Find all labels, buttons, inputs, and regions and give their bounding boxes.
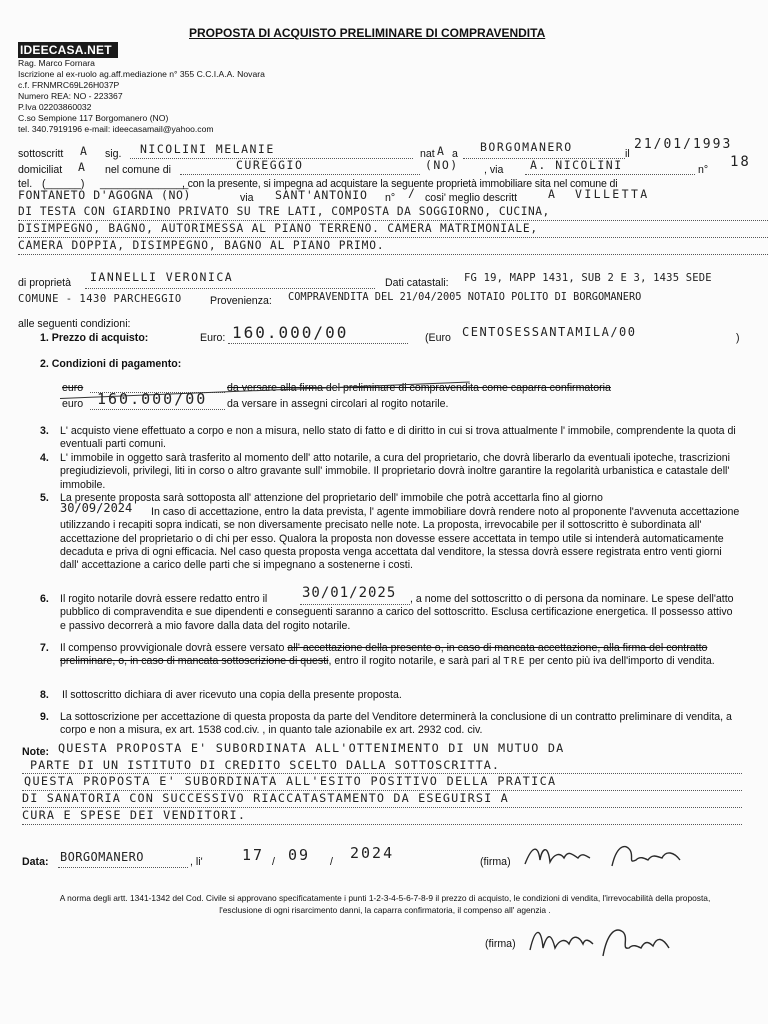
dotted-line bbox=[58, 867, 188, 868]
property-description-line: DISIMPEGNO, BAGNO, AUTORIMESSA AL PIANO TERRENO. CAMERA MATRIMONIALE, bbox=[18, 222, 538, 235]
label-via: via bbox=[240, 192, 254, 204]
hw-gender: A bbox=[437, 144, 446, 158]
label-domiciliato: domiciliat bbox=[18, 164, 63, 176]
note-line: PARTE DI UN ISTITUTO DI CREDITO SCELTO DALLA SOTTOSCRITTA. bbox=[30, 758, 500, 772]
dotted-line bbox=[90, 409, 225, 410]
birthplace: BORGOMANERO bbox=[480, 140, 573, 154]
condition-7 bbox=[60, 642, 750, 669]
signature-label: (firma) bbox=[480, 856, 511, 868]
price-words: CENTOSESSANTAMILA/00 bbox=[462, 325, 637, 339]
buyer-name: NICOLINI MELANIE bbox=[140, 142, 275, 156]
label-comune: nel comune di bbox=[105, 164, 171, 176]
dotted-line bbox=[228, 343, 408, 344]
dotted-line bbox=[525, 174, 695, 175]
condition-number: 6. bbox=[40, 593, 49, 605]
agency-line: C.so Sempione 117 Borgomanero (NO) bbox=[18, 113, 169, 123]
signing-year: 2024 bbox=[350, 844, 395, 862]
agency-line: Numero REA: NO - 223367 bbox=[18, 91, 123, 101]
cadastral-data-2: COMUNE - 1430 PARCHEGGIO bbox=[18, 293, 182, 305]
property-type: VILLETTA bbox=[575, 187, 650, 201]
condition-3: L' acquisto viene effettuato a corpo e non a misura, nello stato di fatto e di diritto in cui si trova attualmente l' immobile, comprendente la quota di eventuali parti comuni. bbox=[60, 425, 736, 451]
property-description-line: DI TESTA CON GIARDINO PRIVATO SU TRE LATI, COMPOSTA DA SOGGIORNO, CUCINA, bbox=[18, 205, 550, 218]
dotted-line bbox=[18, 254, 768, 255]
label-cadastral: Dati catastali: bbox=[385, 277, 449, 289]
condition-8: Il sottoscritto dichiara di aver ricevuto una copia della presente proposta. bbox=[62, 689, 402, 701]
legal-clause: A norma degli artt. 1341-1342 del Cod. Civile si approvano specificatamente i punti 1-2-3-4-5-6-7-8-9 il prezzo di acquisto, le condizioni di vendita, l'irrevocabilità della proposta, l'esclusione di ogni risarcimento danni, la caparra confirmatoria, il compenso all' agenzia . bbox=[59, 893, 711, 915]
condition-number: 9. bbox=[40, 711, 49, 723]
dotted-line bbox=[180, 174, 420, 175]
agency-line: P.Iva 02203860032 bbox=[18, 102, 92, 112]
hw-gender: A bbox=[78, 160, 87, 174]
condition-7-intro: Il compenso provvigionale dovrà essere versato bbox=[60, 642, 285, 654]
condition-number: 7. bbox=[40, 642, 49, 654]
agency-logo: IDEECASA.NET bbox=[18, 42, 118, 58]
condition-1-label: 1. Prezzo di acquisto: bbox=[40, 332, 149, 344]
label-n: n° bbox=[698, 164, 709, 176]
label-li: , li' bbox=[190, 856, 203, 868]
signing-month: 09 bbox=[288, 846, 311, 864]
document-title: PROPOSTA DI ACQUISTO PRELIMINARE DI COMPRAVENDITA bbox=[189, 26, 546, 40]
provenance: COMPRAVENDITA DEL 21/04/2005 NOTAIO POLITO DI BORGOMANERO bbox=[288, 291, 642, 303]
signing-day: 17 bbox=[242, 846, 265, 864]
birthdate: 21/01/1993 bbox=[634, 137, 733, 152]
condition-9: La sottoscrizione per accettazione di questa proposta da parte del Venditore determinerà la conclusione di un contratto preliminare di vendita, a corpo e non a misura, ex art. 1538 cod.civ. , in quanto tale azionabile ex art. 2932 cod. civ. bbox=[60, 711, 732, 737]
label-descritto: cosi' meglio descritt bbox=[425, 192, 518, 204]
commitment-text: , con la presente, si impegna ad acquistare la seguente proprietà immobiliare sita nel comune di bbox=[182, 178, 618, 190]
dotted-line bbox=[22, 824, 742, 825]
label-nato: nat bbox=[420, 148, 435, 160]
cadastral-data: FG 19, MAPP 1431, SUB 2 E 3, 1435 SEDE bbox=[464, 272, 712, 284]
condition-number: 3. bbox=[40, 425, 49, 437]
notes-label: Note: bbox=[22, 746, 50, 758]
label-sig: sig. bbox=[105, 148, 122, 160]
date-label: Data: bbox=[22, 856, 49, 868]
payment-1-euro: euro bbox=[62, 382, 84, 394]
price-value: 160.000/00 bbox=[232, 323, 349, 342]
tel-number: _______________ bbox=[100, 178, 189, 190]
signing-place: BORGOMANERO bbox=[60, 850, 144, 864]
label-owner: di proprietà bbox=[18, 277, 71, 289]
dotted-line bbox=[85, 288, 375, 289]
condition-4: L' immobile in oggetto sarà trasferito al momento dell' atto notarile, a cura del proprietario, che dovrà liberarlo da eventuali ipoteche, trascrizioni pregiudizievoli, privilegi, liti in corso o altro gravante sull' immobile. Il proprietario dovrà inoltre garantire la regolarità urbanistica e catastale dell' immobile. bbox=[60, 452, 731, 491]
signature-image bbox=[520, 836, 710, 876]
label-a: a bbox=[452, 148, 458, 160]
agency-info bbox=[18, 58, 265, 135]
payment-2-text: da versare in assegni circolari al rogito notarile. bbox=[227, 398, 449, 410]
condition-number: 4. bbox=[40, 452, 49, 464]
property-town: FONTANETO D'AGOGNA (NO) bbox=[18, 188, 192, 202]
buyer-town: CUREGGIO bbox=[236, 158, 304, 172]
label-via: , via bbox=[484, 164, 504, 176]
dotted-line bbox=[18, 237, 768, 238]
note-line: DI SANATORIA CON SUCCESSIVO RIACCATASTAMENTO DA ESEGUIRSI A bbox=[22, 791, 509, 805]
note-line: QUESTA PROPOSTA E' SUBORDINATA ALL'OTTENIMENTO DI UN MUTUO DA bbox=[58, 741, 565, 755]
acceptance-deadline: 30/09/2024 bbox=[60, 501, 133, 515]
agency-line: Iscrizione al ex-ruolo ag.aff.mediazione n° 355 C.C.I.A.A. Novara bbox=[18, 69, 265, 79]
agency-line: Rag. Marco Fornara bbox=[18, 58, 95, 68]
label-euro: Euro: bbox=[200, 332, 226, 344]
condition-6-intro: Il rogito notarile dovrà essere redatto entro il bbox=[60, 593, 268, 605]
commission-percent: TRE bbox=[503, 656, 526, 668]
buyer-civic: 18 bbox=[730, 154, 751, 170]
condition-7-struck: all' accettazione della presente o, in caso di mancata accettazione, alla firma del contratto preliminare, o, in caso di mancata sottoscrizione di questi bbox=[60, 642, 708, 668]
buyer-prov: (NO) bbox=[425, 158, 459, 172]
condition-number: 5. bbox=[40, 492, 49, 504]
payment-1-text: da versare alla firma del preliminare di compravendita come caparra confirmatoria bbox=[227, 382, 611, 394]
label-il: il bbox=[625, 148, 630, 160]
signature-image bbox=[525, 920, 705, 968]
label-sottoscritto: sottoscritt bbox=[18, 148, 64, 160]
tel-prefix: (______) bbox=[42, 178, 85, 190]
label-provenance: Provenienza: bbox=[210, 295, 272, 307]
note-line: QUESTA PROPOSTA E' SUBORDINATA ALL'ESITO POSITIVO DELLA PRATICA bbox=[24, 774, 557, 788]
condition-2-label: 2. Condizioni di pagamento: bbox=[40, 358, 182, 370]
payment-2-euro: euro bbox=[62, 398, 84, 410]
buyer-street: A. NICOLINI bbox=[530, 158, 623, 172]
condition-7-middle: , entro il rogito notarile, e sarà pari al bbox=[328, 655, 501, 668]
owner-name: IANNELLI VERONICA bbox=[90, 270, 234, 284]
label-conditions: alle seguenti condizioni: bbox=[18, 318, 131, 330]
condition-6-body: , a nome del sottoscritto o di persona da nominare. Le spese dell'atto pubblico di compravendita e sue dipendenti e conseguenti saranno a carico del sottoscritto. Esclusa certificazione energetica. Il possesso attivo e passivo decorrerà a mio favore dalla data del rogito notarile. bbox=[60, 593, 734, 632]
condition-5-intro: La presente proposta sarà sottoposta all' attenzione del proprietario dell' immobile che potrà accettarla fino al giorno bbox=[60, 492, 603, 504]
agency-line: tel. 340.7919196 e-mail: ideecasamail@yahoo.com bbox=[18, 124, 214, 134]
agency-line: c.f. FRNMRC69L26H037P bbox=[18, 80, 120, 90]
property-description-line: CAMERA DOPPIA, DISIMPEGNO, BAGNO AL PIANO PRIMO. bbox=[18, 239, 385, 252]
property-street: SANT'ANTONIO bbox=[275, 188, 368, 202]
note-line: CURA E SPESE DEI VENDITORI. bbox=[22, 808, 247, 822]
deed-deadline: 30/01/2025 bbox=[302, 585, 397, 601]
label-euro-paren: (Euro bbox=[425, 332, 451, 344]
condition-5-body: In caso di accettazione, entro la data prevista, l' agente immobiliare dovrà rendere noto al proponente l'avvenuta accettazione utilizzando i recapiti sopra indicati, se non diversamente precisato nelle note. La proposta, irrevocabile per il sottoscritto è subordinata all' accettazione del proprietario o di chi per esso. Qualora la proposta non dovesse essere accettata in tempo utile si intenderà automaticamente decaduta e priva di ogni efficacia. Nel caso questa proposta venga accettata dal venditore, la stessa dovrà essere registrata entro venti giorni dall' accettazione a carico delle parti che si impegnano a sostenerne i costi. bbox=[60, 506, 740, 572]
condition-7-end: per cento più iva dell'importo di vendita. bbox=[528, 655, 715, 668]
hw-gender: A bbox=[548, 187, 557, 201]
payment-2-amount: 160.000/00 bbox=[97, 390, 208, 408]
signature-label: (firma) bbox=[485, 938, 516, 950]
condition-number: 8. bbox=[40, 689, 49, 701]
close-paren: ) bbox=[736, 332, 740, 344]
property-civic: / bbox=[408, 186, 417, 200]
label-tel: tel. bbox=[18, 178, 33, 190]
label-n: n° bbox=[385, 192, 396, 204]
hw-gender: A bbox=[80, 144, 89, 158]
dotted-line bbox=[18, 220, 768, 221]
